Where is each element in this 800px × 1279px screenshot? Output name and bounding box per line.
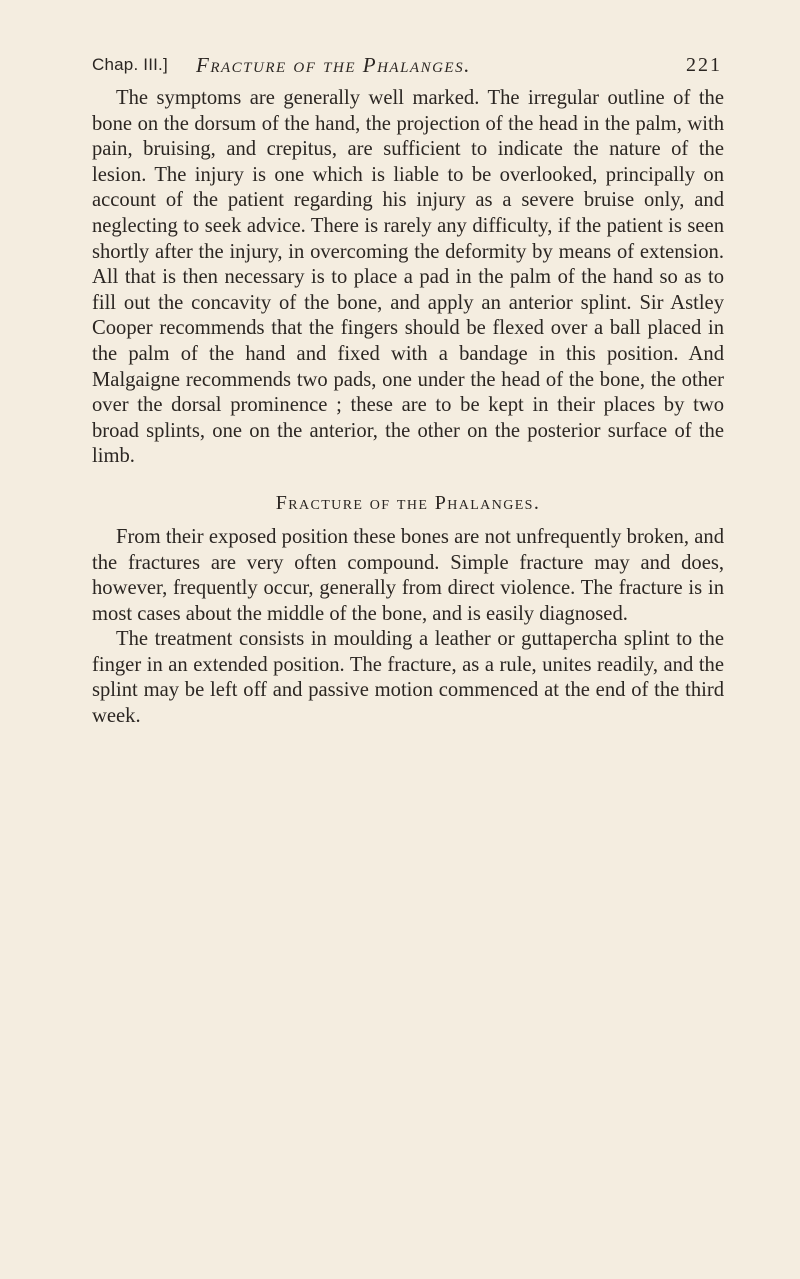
- running-title: Fracture of the Phalanges.: [196, 53, 471, 77]
- paragraph-treatment: The treatment consists in moulding a leather or guttapercha splint to the finger in an extended position. The fracture, as a rule, unites readily, and the splint may be left off and passive motion commenced at the end of the third week.: [92, 628, 724, 728]
- body-text: [92, 86, 724, 730]
- chapter-label: Chap. III.]: [92, 55, 168, 74]
- paragraph-symptoms: The symptoms are generally well marked. The irregular outline of the bone on the dorsum of the hand, the projection of the head in the palm, with pain, bruising, and crepitus, are sufficient to indicate the nature of the lesion. The injury is one which is liable to be overlooked, principally on account of the patient regarding his injury as a severe bruise only, and neglecting to seek advice. There is rarely any difficulty, if the patient is seen shortly after the injury, in overcoming the deformity by means of extension. All that is then necessary is to place a pad in the palm of the hand so as to fill out the concavity of the bone, and apply an anterior splint. Sir Astley Cooper recommends that the fingers should be flexed over a ball placed in the palm of the hand and fixed with a bandage in this position. And Malgaigne recommends two pads, one under the head of the bone, the other over the dorsal prominence ; these are to be kept in their places by two broad splints, one on the anterior, the other on the posterior surface of the limb.: [92, 87, 724, 468]
- running-head: [92, 50, 722, 80]
- page-number: 221: [686, 54, 722, 76]
- section-heading: Fracture of the Phalanges.: [275, 491, 541, 514]
- paragraph-exposed-position: From their exposed position these bones are not unfrequently broken, and the fractures are very often compound. Simple fracture may and does, however, frequently occur, generally from direct violence. The fracture is in most cases about the middle of the bone, and is easily diagnosed.: [92, 525, 724, 625]
